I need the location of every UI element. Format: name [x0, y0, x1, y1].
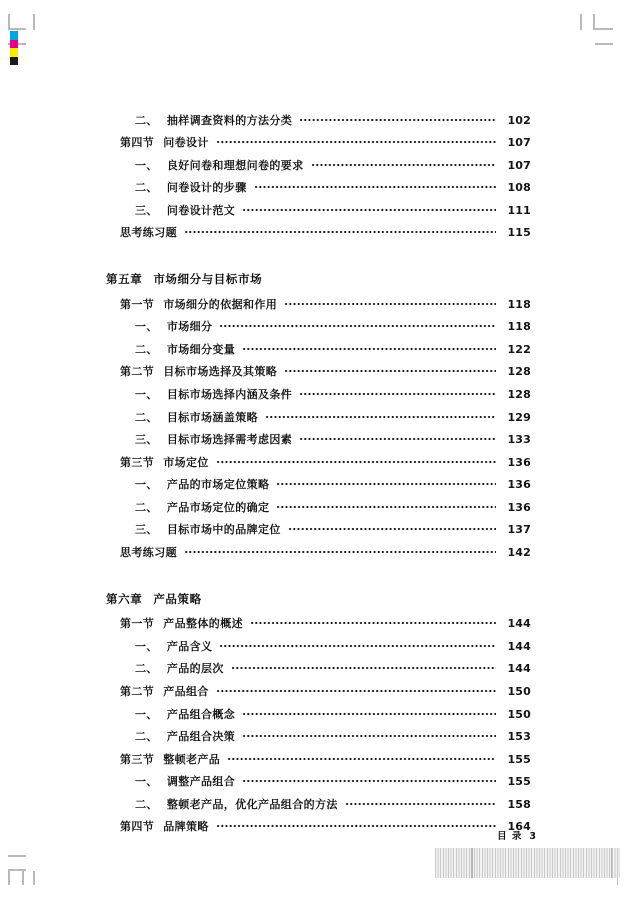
toc-entry-title: 市场细分变量 [166, 342, 236, 356]
toc-entry-number: 二、 [135, 662, 158, 676]
toc-leader-dots [345, 797, 496, 808]
toc-entry-title: 问卷设计范文 [166, 203, 236, 217]
toc-leader-dots [250, 616, 496, 627]
crop-mark-segment [595, 43, 613, 45]
toc-entry-label [135, 663, 224, 675]
toc-entry-page-number: 107 [507, 158, 531, 172]
toc-entry-section[interactable] [106, 450, 531, 473]
toc-entry-number: 第四节 [120, 820, 155, 834]
toc-entry-section[interactable] [106, 815, 531, 838]
toc-entry-page-number: 111 [507, 203, 531, 217]
toc-entry-label [135, 799, 338, 811]
colorbar-patch-black [10, 57, 18, 66]
toc-entry-label [135, 205, 235, 217]
toc-leader-dots [276, 500, 496, 511]
toc-entry-number: 二、 [135, 500, 158, 514]
toc-entry-label [135, 776, 235, 788]
colorbar-patch-cyan [10, 31, 18, 40]
toc-group-spacer [106, 243, 531, 267]
toc-leader-dots [242, 203, 496, 214]
toc-entry-title: 整顿老产品 [163, 752, 221, 766]
toc-entry-title: 市场定位 [163, 455, 209, 469]
toc-leader-dots [242, 774, 496, 785]
toc-entry-page-number: 142 [507, 545, 531, 559]
toc-entry-title: 产品含义 [166, 639, 213, 653]
toc-entry-page-number: 158 [507, 797, 531, 811]
toc-entry-number: 一、 [135, 158, 158, 172]
toc-entry-label [135, 479, 269, 491]
toc-entry-title: 思考练习题 [120, 545, 177, 559]
toc-leader-dots [242, 707, 496, 718]
toc-entry-page-number: 150 [507, 684, 531, 698]
toc-entry-number: 一、 [135, 387, 158, 401]
toc-entry-number: 二、 [135, 410, 158, 424]
toc-entry-title: 良好问卷和理想问卷的要求 [166, 158, 304, 172]
chapter-number: 第五章 [106, 272, 143, 287]
colorbar-patch-magenta [10, 40, 18, 49]
toc-entry-title: 目标市场涵盖策略 [166, 410, 259, 424]
toc-entry-title: 产品整体的概述 [163, 617, 244, 631]
toc-leader-dots [242, 342, 496, 353]
toc-entry-number: 三、 [135, 523, 158, 537]
toc-entry-item[interactable] [106, 382, 531, 405]
footer-page-number: 3 [529, 831, 537, 842]
toc-entry-number: 一、 [135, 707, 158, 721]
footer-label-text: 目 录 [497, 831, 523, 842]
toc-entry-title: 目标市场中的品牌定位 [166, 523, 281, 537]
toc-entry-label [120, 547, 177, 559]
toc-entry-number: 第二节 [120, 365, 155, 379]
toc-entry-label [120, 821, 209, 833]
toc-entry-label [120, 457, 209, 469]
toc-leader-dots [216, 819, 496, 830]
toc-entry-page-number: 150 [507, 707, 531, 721]
toc-entry-number: 一、 [135, 320, 158, 334]
toc-entry-label [135, 709, 235, 721]
toc-entry-number: 二、 [135, 730, 158, 744]
toc-entry-label [135, 344, 235, 356]
toc-entry-label [120, 754, 220, 766]
toc-entry-label [135, 731, 235, 743]
footer-page-label [497, 828, 537, 842]
toc-entry-item[interactable] [106, 657, 531, 680]
toc-leader-dots [254, 180, 496, 191]
toc-leader-dots [227, 752, 496, 763]
toc-entry-page-number: 128 [507, 387, 531, 401]
toc-entry-title: 市场细分 [166, 320, 213, 334]
toc-entry-title: 产品市场定位的确定 [166, 500, 270, 514]
toc-entry-label [135, 389, 292, 401]
toc-entry-page-number: 136 [507, 455, 531, 469]
crop-mark-segment [580, 14, 582, 30]
toc-leader-dots [219, 319, 496, 330]
toc-entry-item[interactable] [106, 153, 531, 176]
toc-entry-label [120, 227, 177, 239]
chapter-title: 产品策略 [153, 591, 202, 606]
toc-entry-item[interactable] [106, 634, 531, 657]
toc-entry-item[interactable] [106, 792, 531, 815]
toc-entry-label [120, 686, 209, 698]
toc-entry-title: 问卷设计 [163, 136, 209, 150]
toc-entry-title: 产品组合决策 [166, 730, 236, 744]
toc-group-spacer [106, 563, 531, 587]
toc-entry-label [135, 115, 292, 127]
toc-entry-page-number: 118 [507, 320, 531, 334]
toc-entry-page-number: 108 [507, 181, 531, 195]
chapter-heading[interactable] [106, 267, 531, 292]
toc-entry-title: 抽样调查资料的方法分类 [166, 113, 293, 127]
toc-entry-item[interactable] [106, 198, 531, 221]
toc-leader-dots [216, 135, 496, 146]
toc-leader-dots [299, 387, 496, 398]
toc-entry-title: 目标市场选择内涵及条件 [166, 387, 293, 401]
toc-group [106, 267, 531, 563]
crop-mark-bottom-left [8, 855, 50, 891]
toc-entry-title: 产品的市场定位策略 [166, 478, 270, 492]
toc-entry-item[interactable] [106, 428, 531, 451]
barcode-tick [617, 878, 619, 885]
crop-mark-segment [33, 871, 35, 885]
toc-entry-label [120, 137, 209, 149]
toc-entry-number: 二、 [135, 797, 158, 811]
toc-leader-dots [288, 522, 496, 533]
table-of-contents [106, 108, 531, 837]
toc-leader-dots [231, 661, 496, 672]
toc-entry-section[interactable] [106, 747, 531, 770]
toc-entry-number: 第一节 [120, 297, 155, 311]
toc-entry-title: 调整产品组合 [166, 775, 236, 789]
toc-entry-item[interactable] [106, 405, 531, 428]
toc-leader-dots [216, 684, 496, 695]
toc-entry-label [135, 321, 212, 333]
crop-mark-segment [8, 869, 10, 885]
toc-entry-item[interactable] [106, 176, 531, 199]
toc-entry-page-number: 144 [507, 639, 531, 653]
chapter-title: 市场细分与目标市场 [153, 272, 263, 287]
toc-entry-page-number: 144 [507, 662, 531, 676]
toc-entry-page-number: 129 [507, 410, 531, 424]
toc-entry-section[interactable] [106, 292, 531, 315]
toc-entry-page-number: 136 [507, 500, 531, 514]
toc-leader-dots [284, 297, 496, 308]
toc-entry-label [135, 434, 292, 446]
crop-mark-top-right [580, 14, 625, 50]
toc-entry-page-number: 115 [507, 226, 531, 240]
toc-leader-dots [216, 455, 496, 466]
toc-entry-title: 目标市场选择需考虑因素 [166, 433, 293, 447]
toc-entry-item[interactable] [106, 518, 531, 541]
toc-entry-page-number: 118 [507, 297, 531, 311]
toc-entry-number: 第三节 [120, 752, 155, 766]
toc-entry-label [135, 524, 281, 536]
toc-entry-title: 目标市场选择及其策略 [163, 365, 278, 379]
toc-entry-number: 第一节 [120, 617, 155, 631]
toc-entry-label [135, 641, 212, 653]
toc-entry-section[interactable] [106, 131, 531, 154]
toc-entry-number: 第三节 [120, 455, 155, 469]
toc-entry-title: 产品的层次 [166, 662, 224, 676]
chapter-heading[interactable] [106, 587, 531, 612]
crop-mark-segment [593, 28, 613, 30]
toc-entry-item[interactable] [106, 337, 531, 360]
toc-entry-title: 产品组合 [163, 684, 209, 698]
toc-entry-number: 一、 [135, 639, 158, 653]
toc-leader-dots [184, 545, 496, 556]
toc-entry-item[interactable] [106, 725, 531, 748]
colorbar-patch-yellow [10, 48, 18, 57]
registration-color-bar [10, 31, 18, 65]
toc-entry-number: 三、 [135, 203, 158, 217]
toc-entry-page-number: 136 [507, 478, 531, 492]
crop-mark-segment [8, 855, 26, 857]
footer-barcode-strip [435, 848, 620, 878]
toc-group [106, 108, 531, 243]
toc-entry-page-number: 153 [507, 730, 531, 744]
toc-leader-dots [184, 225, 496, 236]
toc-entry-label [135, 412, 258, 424]
toc-entry-page-number: 102 [507, 113, 531, 127]
toc-entry-page-number: 107 [507, 136, 531, 150]
toc-entry-page-number: 164 [507, 820, 531, 834]
toc-group [106, 587, 531, 837]
toc-entry-number: 一、 [135, 478, 158, 492]
toc-entry-number: 二、 [135, 181, 158, 195]
toc-entry-exercise[interactable] [106, 221, 531, 244]
toc-entry-item[interactable] [106, 108, 531, 131]
toc-entry-title: 市场细分的依据和作用 [163, 297, 278, 311]
toc-entry-title: 品牌策略 [163, 820, 209, 834]
crop-mark-segment [22, 869, 24, 885]
crop-mark-segment [33, 14, 35, 30]
toc-entry-section[interactable] [106, 360, 531, 383]
toc-leader-dots [219, 639, 496, 650]
toc-entry-page-number: 137 [507, 523, 531, 537]
toc-entry-number: 一、 [135, 775, 158, 789]
toc-entry-number: 二、 [135, 342, 158, 356]
toc-entry-label [135, 502, 269, 514]
toc-leader-dots [242, 729, 496, 740]
toc-entry-number: 第二节 [120, 684, 155, 698]
toc-entry-title: 思考练习题 [120, 226, 177, 240]
toc-entry-section[interactable] [106, 612, 531, 635]
toc-entry-item[interactable] [106, 495, 531, 518]
toc-entry-page-number: 133 [507, 433, 531, 447]
toc-entry-page-number: 155 [507, 775, 531, 789]
toc-entry-number: 第四节 [120, 136, 155, 150]
toc-entry-item[interactable] [106, 315, 531, 338]
toc-entry-page-number: 144 [507, 617, 531, 631]
toc-entry-page-number: 122 [507, 342, 531, 356]
toc-leader-dots [299, 113, 496, 124]
toc-leader-dots [276, 477, 496, 488]
toc-entry-item[interactable] [106, 473, 531, 496]
toc-entry-label [120, 366, 277, 378]
toc-leader-dots [265, 410, 496, 421]
toc-entry-number: 二、 [135, 113, 158, 127]
toc-entry-page-number: 128 [507, 365, 531, 379]
toc-entry-exercise[interactable] [106, 540, 531, 563]
toc-leader-dots [299, 432, 496, 443]
toc-entry-title: 整顿老产品，优化产品组合的方法 [166, 797, 338, 811]
toc-entry-label [135, 182, 247, 194]
toc-entry-label [120, 299, 277, 311]
toc-entry-section[interactable] [106, 679, 531, 702]
toc-leader-dots [284, 364, 496, 375]
crop-mark-segment [8, 28, 26, 30]
chapter-number: 第六章 [106, 591, 143, 606]
toc-entry-number: 三、 [135, 433, 158, 447]
toc-entry-label [120, 618, 243, 630]
toc-entry-page-number: 155 [507, 752, 531, 766]
toc-entry-title: 产品组合概念 [166, 707, 236, 721]
toc-entry-item[interactable] [106, 770, 531, 793]
toc-entry-title: 问卷设计的步骤 [166, 181, 247, 195]
toc-leader-dots [311, 158, 496, 169]
toc-entry-label [135, 160, 304, 172]
toc-entry-item[interactable] [106, 702, 531, 725]
